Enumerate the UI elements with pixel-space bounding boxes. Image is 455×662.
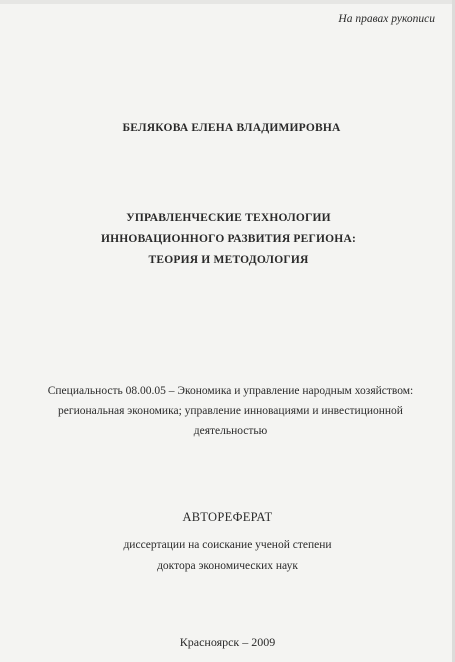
rights-note: На правах рукописи: [338, 13, 435, 25]
degree-line: диссертации на соискание ученой степени: [123, 539, 332, 551]
specialty-line: Специальность 08.00.05 – Экономика и управление народным хозяйством:: [47, 385, 414, 397]
place-and-year: Красноярск – 2009: [179, 635, 276, 649]
document-genre: АВТОРЕФЕРАТ: [182, 510, 273, 524]
title-line: УПРАВЛЕНЧЕСКИЕ ТЕХНОЛОГИИ: [126, 212, 331, 224]
specialty-line: региональная экономика; управление инновациями и инвестиционной: [58, 405, 403, 417]
specialty-line: деятельностью: [193, 425, 268, 437]
author-name: БЕЛЯКОВА ЕЛЕНА ВЛАДИМИРОВНА: [122, 122, 341, 134]
degree-line: доктора экономических наук: [157, 560, 298, 572]
dissertation-title: [0, 208, 455, 271]
specialty-block: [0, 381, 455, 441]
title-line: ИННОВАЦИОННОГО РАЗВИТИЯ РЕГИОНА:: [101, 233, 356, 245]
degree-block: [0, 535, 455, 577]
title-line: ТЕОРИЯ И МЕТОДОЛОГИЯ: [148, 254, 309, 266]
